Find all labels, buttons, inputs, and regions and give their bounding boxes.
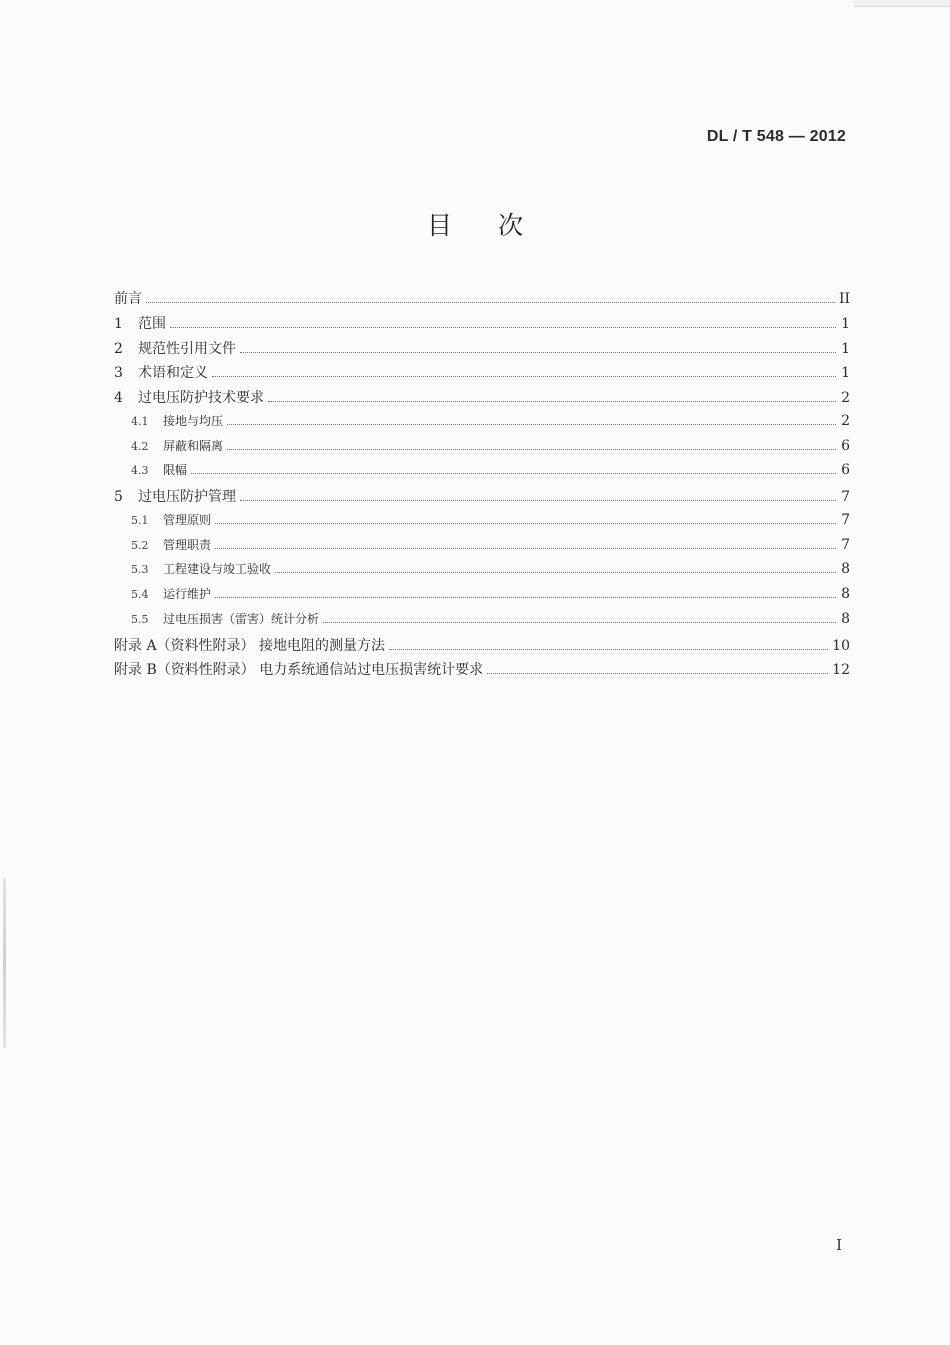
toc-entry[interactable] xyxy=(114,437,850,462)
toc-entry[interactable] xyxy=(114,461,850,486)
toc-entry-number: 5.3 xyxy=(131,563,149,577)
toc-entry-title: 管理原则 xyxy=(163,512,212,527)
document-code: DL / T 548 — 2012 xyxy=(706,128,846,145)
toc-entry-title: 运行维护 xyxy=(163,587,212,601)
toc-entry[interactable] xyxy=(114,387,850,412)
toc-entry-title: 术语和定义 xyxy=(138,365,208,382)
toc-entry-number: 5 xyxy=(114,489,123,505)
toc-dot-leader xyxy=(227,449,836,450)
toc-entry-number: 1 xyxy=(114,315,123,332)
toc-entry-number: 4.2 xyxy=(131,439,149,453)
toc-entry[interactable] xyxy=(114,338,850,363)
toc-dot-leader xyxy=(215,523,836,524)
toc-entry-page: 6 xyxy=(841,437,850,454)
toc-entry-title: 前言 xyxy=(114,291,142,307)
toc-entry-page: 6 xyxy=(841,462,850,479)
toc-entry-number: 5.2 xyxy=(131,538,149,552)
page-number: I xyxy=(836,1236,842,1254)
toc-entry-number: 5.1 xyxy=(131,513,149,527)
toc-entry-page: 8 xyxy=(841,610,850,627)
toc-entry[interactable] xyxy=(114,536,850,561)
toc-entry-page: II xyxy=(838,291,850,307)
toc-entry[interactable] xyxy=(114,486,850,511)
scan-edge-left xyxy=(3,878,6,1048)
toc-dot-leader xyxy=(215,597,836,598)
toc-entry[interactable] xyxy=(114,511,850,536)
toc-entry-title: 规范性引用文件 xyxy=(138,340,236,357)
toc-entry-title: 过电压防护技术要求 xyxy=(138,390,264,406)
toc-entry-page: 8 xyxy=(841,561,850,578)
toc-dot-leader xyxy=(487,673,828,674)
toc-entry-number: 3 xyxy=(114,365,123,382)
toc-entry-page: 10 xyxy=(832,637,850,654)
table-of-contents xyxy=(114,288,850,684)
toc-entry-number: 4.3 xyxy=(131,464,149,478)
toc-entry-title: 工程建设与竣工验收 xyxy=(163,562,272,577)
toc-entry-title: 附录 A（资料性附录） 接地电阻的测量方法 xyxy=(114,637,386,654)
toc-entry[interactable] xyxy=(114,313,850,338)
toc-entry[interactable] xyxy=(114,362,850,387)
toc-entry-title: 附录 B（资料性附录） 电力系统通信站过电压损害统计要求 xyxy=(114,662,484,679)
toc-entry[interactable] xyxy=(114,585,850,610)
toc-dot-leader xyxy=(275,572,836,573)
toc-entry-page: 2 xyxy=(841,390,850,406)
toc-dot-leader xyxy=(268,401,836,402)
toc-entry-title: 接地与均压 xyxy=(163,413,224,428)
toc-entry[interactable] xyxy=(114,610,850,635)
toc-dot-leader xyxy=(240,500,836,501)
toc-dot-leader xyxy=(323,622,836,623)
toc-dot-leader xyxy=(227,424,836,425)
toc-entry-page: 1 xyxy=(841,340,850,357)
toc-dot-leader xyxy=(170,327,836,328)
toc-entry[interactable] xyxy=(114,635,850,660)
toc-dot-leader xyxy=(146,302,835,303)
toc-entry-number: 4.1 xyxy=(131,414,149,428)
toc-entry-number: 2 xyxy=(114,340,123,357)
toc-entry-title: 管理职责 xyxy=(163,537,212,552)
toc-entry[interactable] xyxy=(114,560,850,585)
toc-entry-page: 2 xyxy=(841,412,850,429)
toc-entry[interactable] xyxy=(114,659,850,684)
toc-entry-page: 8 xyxy=(841,586,850,602)
toc-entry-title: 过电压损害（雷害）统计分析 xyxy=(163,611,320,626)
toc-entry-page: 1 xyxy=(841,315,850,332)
toc-entry-title: 过电压防护管理 xyxy=(138,489,236,505)
toc-dot-leader xyxy=(212,376,836,377)
toc-entry[interactable] xyxy=(114,412,850,437)
toc-dot-leader xyxy=(215,548,836,549)
toc-entry-title: 限幅 xyxy=(163,463,188,478)
toc-dot-leader xyxy=(191,473,836,474)
toc-entry-number: 5.4 xyxy=(131,588,149,601)
toc-dot-leader xyxy=(389,649,828,650)
toc-entry-number: 5.5 xyxy=(131,612,149,626)
toc-entry-title: 范围 xyxy=(138,315,166,332)
toc-entry-page: 7 xyxy=(841,511,850,528)
toc-entry[interactable] xyxy=(114,288,850,313)
toc-entry-number: 4 xyxy=(114,390,123,406)
toc-entry-title: 屏蔽和隔离 xyxy=(163,438,224,453)
toc-title: 目次 xyxy=(426,211,569,240)
toc-entry-page: 12 xyxy=(832,662,850,679)
toc-entry-page: 7 xyxy=(841,489,850,505)
scan-edge-top xyxy=(854,0,950,7)
toc-entry-page: 7 xyxy=(841,536,850,553)
toc-dot-leader xyxy=(240,352,836,353)
toc-entry-page: 1 xyxy=(841,365,850,382)
